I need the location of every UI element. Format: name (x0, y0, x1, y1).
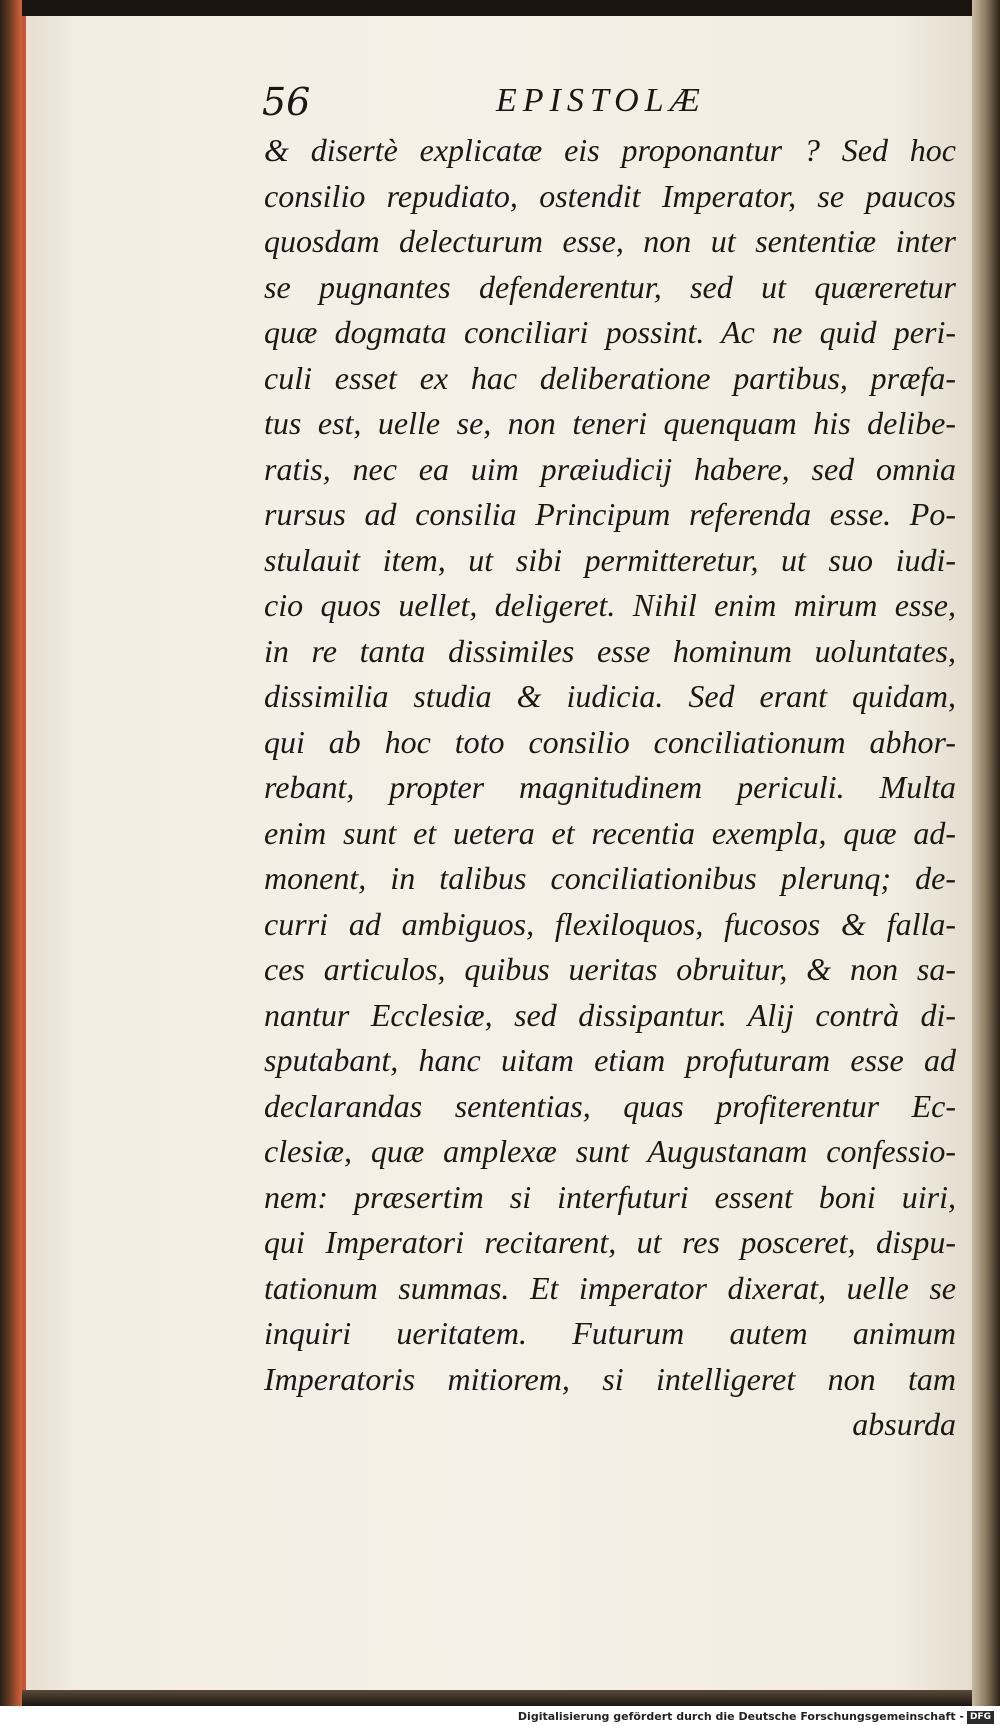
text-line: rursus ad consilia Principum referenda esse. Po- (264, 496, 956, 532)
dfg-logo: DFG (967, 1711, 994, 1724)
text-line: in re tanta dissimiles esse hominum uoluntates, (264, 632, 956, 669)
text-line: stulauit item, ut sibi permitteretur, ut suo iudi- (264, 541, 956, 578)
text-line: qui Imperatori recitarent, ut res posceret, dispu- (264, 1224, 956, 1260)
text-line: curri ad ambiguos, flexiloquos, fucosos & falla- (264, 905, 956, 942)
credit-text: Digitalisierung gefördert durch die Deutsche Forschungsgemeinschaft - (517, 1710, 964, 1723)
text-line: monent, in talibus conciliationibus plerunq; de- (264, 860, 956, 896)
text-line: declarandas sententias, quas profiterentur Ec- (264, 1087, 956, 1124)
text-line: enim sunt et uetera et recentia exempla, quæ ad- (264, 814, 956, 851)
text-line: rebant, propter magnitudinem periculi. Multa (264, 769, 956, 805)
text-line: nem: præsertim si interfuturi essent boni uiri, (264, 1178, 956, 1215)
text-line: ratis, nec ea uim præiudicij habere, sed omnia (264, 450, 956, 487)
text-line: nantur Ecclesiæ, sed dissipantur. Alij contrà di- (264, 996, 956, 1033)
text-line: Imperatoris mitiorem, si intelligeret non tam (264, 1360, 956, 1397)
text-line: quosdam delecturum esse, non ut sententiæ inter (264, 223, 956, 259)
text-line: consilio repudiato, ostendit Imperator, se paucos (264, 177, 956, 214)
text-line: tationum summas. Et imperator dixerat, uelle se (264, 1269, 956, 1306)
page-gutter-shadow (972, 0, 1000, 1706)
text-line: tus est, uelle se, non teneri quenquam his delibe- (264, 405, 956, 441)
page-bottom-shadow (22, 1690, 972, 1706)
text-line: qui ab hoc toto consilio conciliationum abhor- (264, 723, 956, 760)
text-line: cio quos uellet, deligeret. Nihil enim mirum esse, (264, 587, 956, 623)
text-line: inquiri ueritatem. Futurum autem animum (264, 1315, 956, 1351)
text-line: clesiæ, quæ amplexæ sunt Augustanam confessio- (264, 1133, 956, 1169)
text-line: se pugnantes defenderentur, sed ut quæreretur (264, 268, 956, 305)
text-line: & disertè explicatæ eis proponantur ? Sed hoc (264, 132, 956, 168)
text-line: ces articulos, quibus ueritas obruitur, & non sa- (264, 951, 956, 987)
running-title: EPISTOLÆ (496, 82, 706, 119)
text-line: culi esset ex hac deliberatione partibus, præfa- (264, 359, 956, 396)
text-line: quæ dogmata conciliari possint. Ac ne quid peri- (264, 314, 956, 350)
book-edge-left (0, 0, 22, 1706)
text-line: sputabant, hanc uitam etiam profuturam esse ad (264, 1042, 956, 1078)
text-line: dissimilia studia & iudicia. Sed erant quidam, (264, 678, 956, 714)
catchword: absurda (852, 1406, 956, 1442)
body-text (264, 128, 956, 1448)
page-number: 56 (262, 80, 311, 124)
digitization-credit (518, 1709, 994, 1725)
